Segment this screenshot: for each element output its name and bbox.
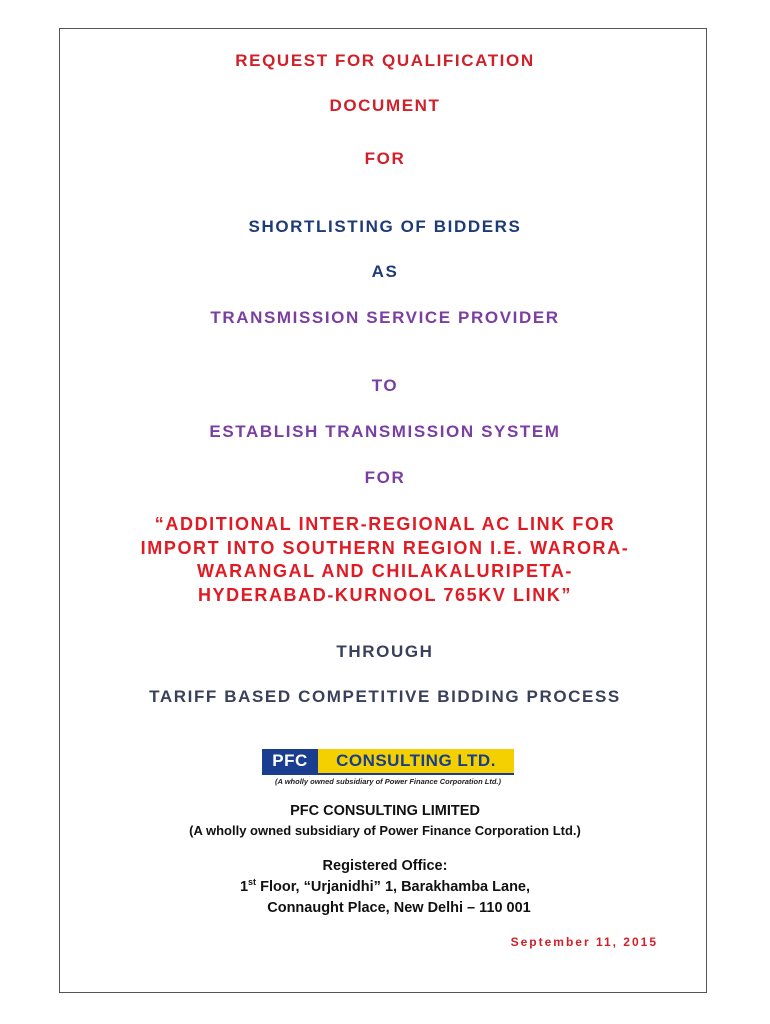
title-line-for-2: FOR	[364, 468, 406, 487]
project-name-line: “ADDITIONAL INTER-REGIONAL AC LINK FOR	[154, 514, 616, 534]
title-line-establish: ESTABLISH TRANSMISSION SYSTEM	[209, 422, 561, 441]
office-address-line-1	[0, 879, 770, 895]
office-address-line-2: Connaught Place, New Delhi – 110 001	[267, 900, 531, 916]
title-line-shortlisting: SHORTLISTING OF BIDDERS	[248, 217, 522, 236]
title-line-document: DOCUMENT	[329, 96, 441, 115]
floor-suffix: st	[248, 877, 257, 887]
logo-name: CONSULTING LTD.	[318, 749, 514, 773]
title-line-service-provider: TRANSMISSION SERVICE PROVIDER	[210, 308, 560, 327]
floor-number: 1	[239, 879, 249, 895]
pfc-consulting-logo	[262, 749, 514, 789]
title-line-to: TO	[371, 376, 399, 395]
title-line-for: FOR	[364, 149, 406, 168]
office-heading: Registered Office:	[322, 858, 448, 874]
logo-divider	[262, 773, 514, 775]
project-name-line: HYDERABAD-KURNOOL 765KV LINK”	[197, 584, 573, 605]
page-border	[59, 28, 707, 993]
company-name: PFC CONSULTING LIMITED	[290, 803, 480, 819]
through-label: THROUGH	[336, 642, 434, 661]
address-rest: Floor, “Urjanidhi” 1, Barakhamba Lane,	[256, 879, 531, 895]
document-date: September 11, 2015	[510, 935, 658, 949]
logo-tagline: (A wholly owned subsidiary of Power Finance Corporation Ltd.)	[275, 777, 501, 786]
logo-abbr: PFC	[262, 749, 318, 773]
project-name-line: WARANGAL AND CHILAKALURIPETA-	[196, 561, 574, 581]
title-line-as: AS	[371, 262, 399, 281]
project-name-line: IMPORT INTO SOUTHERN REGION I.E. WARORA-	[140, 537, 630, 558]
title-line-request: REQUEST FOR QUALIFICATION	[235, 51, 535, 70]
bidding-process-label: TARIFF BASED COMPETITIVE BIDDING PROCESS	[149, 687, 621, 706]
company-subtitle: (A wholly owned subsidiary of Power Finance Corporation Ltd.)	[189, 823, 581, 838]
project-name	[0, 513, 770, 607]
